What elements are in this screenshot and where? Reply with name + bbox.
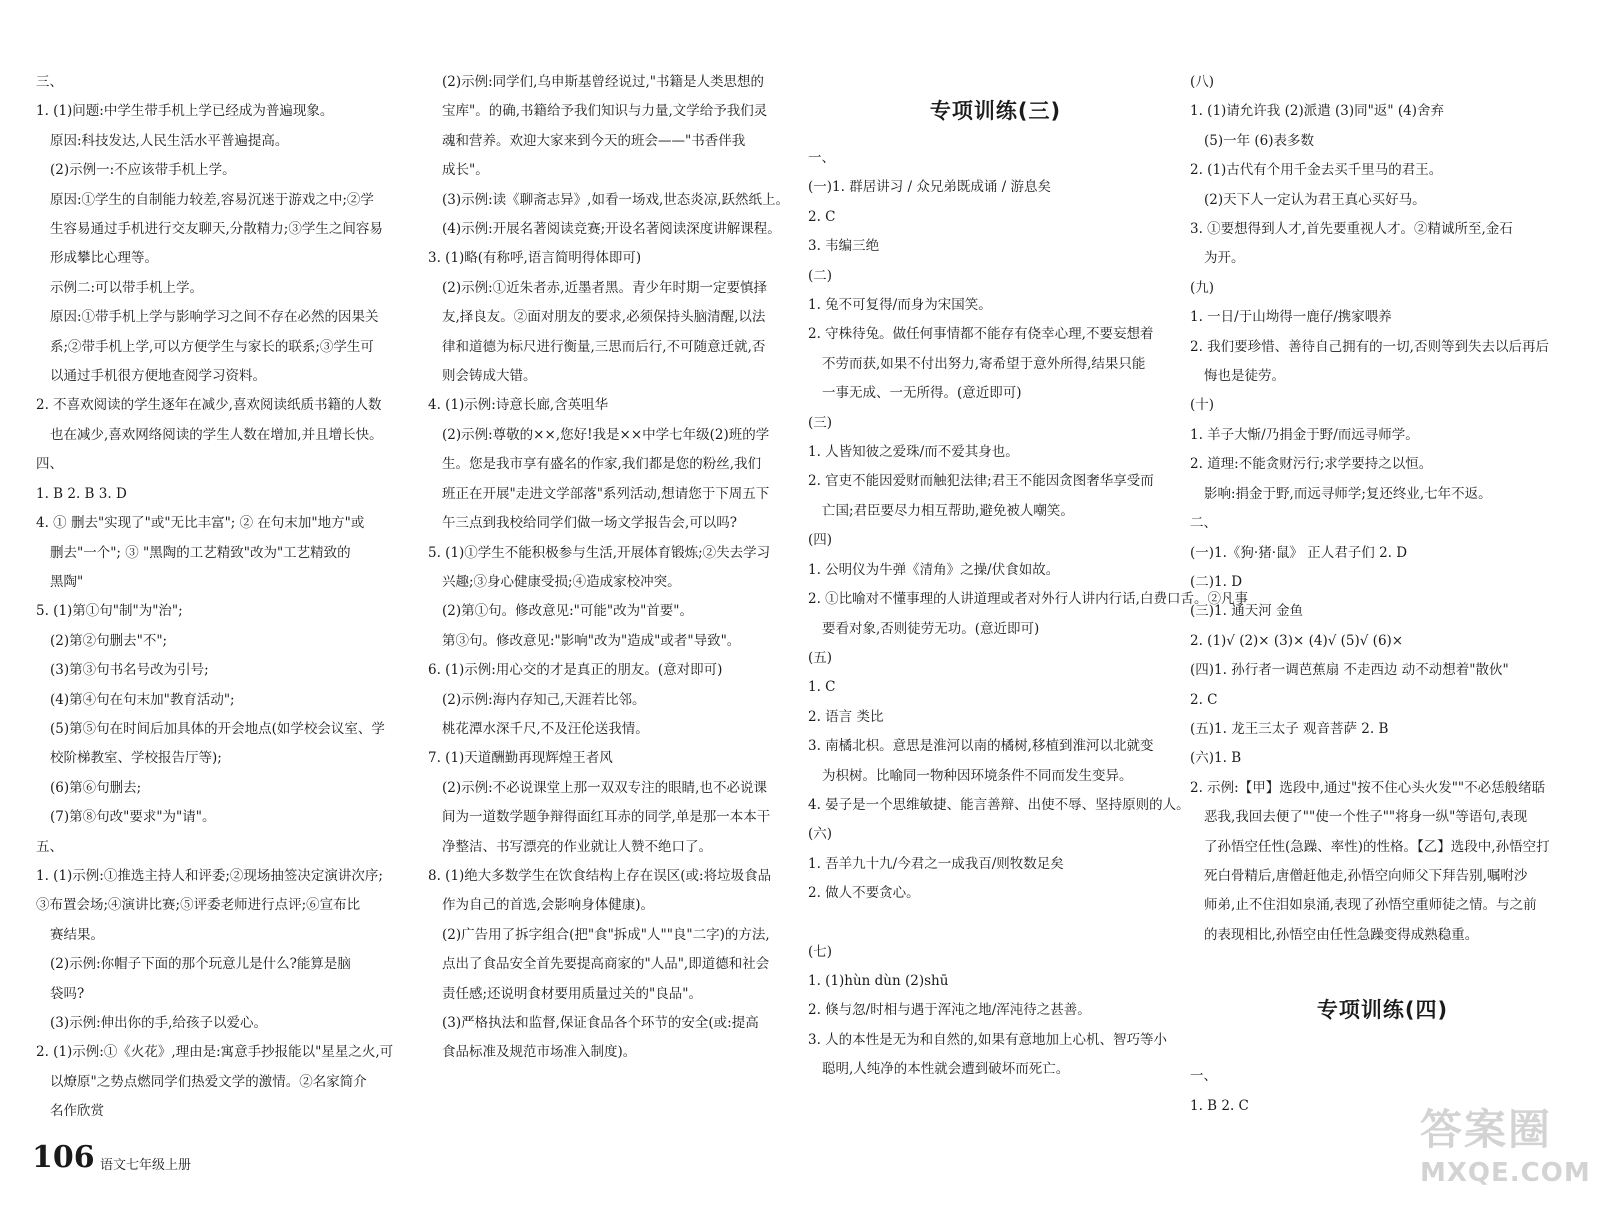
answer-line: 的表现相比,孙悟空由任性急躁变得成熟稳重。 [1204,926,1479,943]
answer-line: 2. 官吏不能因爱财而触犯法律;君王不能因贪图奢华享受而 [808,473,1154,490]
answer-line: (2)第①句。修改意见:"可能"改为"首要"。 [442,603,694,620]
answer-line: 3. (1)略(有称呼,语言简明得体即可) [428,250,642,267]
answer-line: 间为一道数学题争辩得面红耳赤的同学,单是那一本本干 [442,809,771,826]
answer-line: 魂和营养。欢迎大家来到今天的班会——"书香伴我 [442,132,746,149]
answer-line: 7. (1)天道酬勤再现辉煌王者风 [428,750,613,767]
answer-line: (3)严格执法和监督,保证食品各个环节的安全(或:提高 [442,1015,759,1031]
answer-line: 宝库"。的确,书籍给予我们知识与力量,文学给予我们灵 [442,103,768,120]
answer-line: 5. (1)①学生不能积极参与生活,开展体育锻炼;②失去学习 [428,544,771,561]
answer-line: 形成攀比心理等。 [50,250,158,267]
answer-line: (2)示例:尊敬的××,您好!我是××中学七年级(2)班的学 [442,426,770,443]
answer-line: 第③句。修改意见:"影响"改为"造成"或者"导致"。 [442,632,741,649]
answer-line: 系;②带手机上学,可以方便学生与家长的联系;③学生可 [50,338,374,355]
answer-line: 1. B 2. C [1190,1097,1249,1114]
answer-line: 要看对象,否则徒劳无功。(意近即可) [822,620,1040,637]
answer-line: 四、 [36,456,63,473]
book-label: 语文七年级上册 [100,1158,192,1173]
answer-line: (2)天下人一定认为君王真心买好马。 [1204,191,1426,208]
answer-line: 二、 [1190,515,1217,532]
answer-line: 名作欣赏 [50,1103,104,1120]
answer-line: 不劳而获,如果不付出努力,寄希望于意外所得,结果只能 [822,355,1146,372]
answer-line: (2)示例:同学们,乌申斯基曾经说过,"书籍是人类思想的 [442,74,764,90]
answer-line: 作为自己的首选,会影响身体健康)。 [442,897,655,914]
answer-line: 2. (1)√ (2)× (3)× (4)√ (5)√ (6)× [1190,632,1404,649]
section-title-3: 专项训练(三) [929,99,1062,123]
answer-line: (一)1.《狗·猪·鼠》 正人君子们 2. D [1190,544,1408,561]
answer-line: (2)示例:不必说课堂上那一双双专注的眼睛,也不必说课 [442,779,767,796]
answer-line: 师弟,止不住泪如泉涌,表现了孙悟空重师徒之情。与之前 [1204,897,1537,914]
answer-line: 1. B 2. B 3. D [36,485,127,502]
column-1 [36,68,421,1127]
answer-line: (3)示例:读《聊斋志异》,如看一场戏,世态炎凉,跃然纸上。 [442,191,790,208]
answer-line: 生容易通过手机进行交友聊天,分散精力;③学生之间容易 [50,221,383,238]
answer-line: 三、 [36,74,63,90]
answer-line: 原因:①学生的自制能力较差,容易沉迷于游戏之中;②学 [50,191,374,208]
answer-line: 黑陶" [50,573,84,590]
answer-line: (6)第⑥句删去; [50,779,142,796]
answer-line: (3)示例:伸出你的手,给孩子以爱心。 [50,1015,267,1031]
answer-line: 2. 不喜欢阅读的学生逐年在减少,喜欢阅读纸质书籍的人数 [36,397,382,414]
answer-line: 2. C [808,208,836,225]
answer-line: 一、 [808,150,835,166]
column-4-body [1190,68,1575,950]
answer-line: (2)广告用了拆字组合(把"食"拆成"人""良"二字)的方法, [442,926,770,943]
answer-line: (五)1. 龙王三太子 观音菩萨 2. B [1190,720,1389,737]
answer-line: 则会铸成大错。 [442,368,537,385]
answer-line: 1. (1)请允许我 (2)派遣 (3)同"返" (4)舍弃 [1190,103,1444,120]
answer-line: (二)1. D [1190,573,1243,590]
answer-line: 2. 我们要珍惜、善待自己拥有的一切,否则等到失去以后再后 [1190,338,1549,355]
answer-line: 2. 做人不要贪心。 [808,885,920,902]
answer-line: 为开。 [1204,250,1245,267]
answer-line: (3)第③句书名号改为引号; [50,662,209,679]
answer-line: 五、 [36,838,63,855]
answer-line: (三)1. 通天河 金鱼 [1190,603,1303,620]
section-title-4: 专项训练(四) [1316,998,1449,1023]
answer-line: 示例二:可以带手机上学。 [50,279,204,296]
answer-line: 也在减少,喜欢网络阅读的学生人数在增加,并且增长快。 [50,426,383,443]
answer-line: (2)示例:海内存知己,天涯若比邻。 [442,691,646,708]
answer-line: 2. 语言 类比 [808,708,884,725]
answer-line: (九) [1190,279,1215,296]
answer-line: (2)示例一:不应该带手机上学。 [50,162,236,179]
answer-line: 1. 一日/于山坳得一鹿仔/携家喂养 [1190,309,1392,326]
answer-line: 5. (1)第①句"制"为"治"; [36,603,183,620]
answer-line: 聪明,人纯净的本性就会遭到破坏而死亡。 [822,1061,1070,1078]
answer-line: 校阶梯教室、学校报告厅等); [50,750,222,767]
answer-line: 班正在开展"走进文学部落"系列活动,想请您于下周五下 [442,485,770,502]
answer-line: 2. 倏与忽/时相与遇于浑沌之地/浑沌待之甚善。 [808,1002,1091,1019]
page-number: 106 [32,1140,95,1175]
answer-line: 2. 道理:不能贪财污行;求学要持之以恒。 [1190,456,1433,473]
answer-line: (4)第④句在句末加"教育活动"; [50,691,235,708]
answer-line: 一事无成、一无所得。(意近即可) [822,385,1022,402]
answer-line: 死白骨精后,唐僧赶他走,孙悟空向师父下拜告别,嘱咐沙 [1204,867,1528,884]
answer-line: 删去"一个"; ③ "黑陶的工艺精致"改为"工艺精致的 [50,544,351,561]
answer-line: 1. 吾羊九十九/今君之一成我百/则牧数足矣 [808,855,1064,872]
answer-line: 责任感;还说明食材要用质量过关的"良品"。 [442,985,702,1002]
answer-line: (三) [808,414,833,431]
answer-line: 律和道德为标尺进行衡量,三思而后行,不可随意迁就,否 [442,338,766,355]
answer-line: 4. (1)示例:诗意长廊,含英咀华 [428,397,609,414]
answer-line: (5)第⑤句在时间后加具体的开会地点(如学校会议室、学 [50,720,385,737]
answer-line: 1. 公明仪为牛弹《清角》之操/伏食如故。 [808,561,1060,578]
answer-line: (2)示例:①近朱者赤,近墨者黑。青少年时期一定要慎择 [442,279,767,296]
answer-line: 8. (1)绝大多数学生在饮食结构上存在误区(或:将垃圾食品 [428,867,772,884]
answer-line: 1. (1)问题:中学生带手机上学已经成为普遍现象。 [36,103,334,120]
answer-line: ③布置会场;④演讲比赛;⑤评委老师进行点评;⑥宣布比 [36,897,361,914]
answer-line: 1. 羊子大惭/乃捐金于野/而远寻师学。 [1190,426,1419,443]
answer-line: 影响:捐金于野,而远寻师学;复还终业,七年不返。 [1204,485,1492,502]
answer-line: 4. ① 删去"实现了"或"无比丰富"; ② 在句末加"地方"或 [36,515,365,532]
answer-line: 原因:①带手机上学与影响学习之间不存在必然的因果关 [50,309,379,326]
answer-line: (四) [808,532,833,549]
answer-line: 赛结果。 [50,926,104,943]
answer-line: (十) [1190,397,1215,414]
answer-line: 4. 晏子是一个思维敏捷、能言善辩、出使不辱、坚持原则的人。 [808,796,1190,813]
answer-line: 袋吗? [50,985,85,1002]
answer-line: (八) [1190,74,1215,90]
answer-line: 一、 [1190,1068,1217,1085]
answer-line: 以通过手机很方便地查阅学习资料。 [50,368,266,385]
answer-line: 成长"。 [442,162,489,179]
answer-line: 1. (1)hùn dùn (2)shū [808,972,949,989]
answer-line: 了孙悟空任性(急躁、率性)的性格。【乙】选段中,孙悟空打 [1204,838,1550,855]
answer-line: 悔也是徒劳。 [1204,368,1285,385]
answer-line: 1. (1)示例:①推选主持人和评委;②现场抽签决定演讲次序; [36,867,383,884]
answer-line: 2. (1)示例:①《火花》,理由是:寓意手抄报能以"星星之火,可 [36,1044,394,1061]
answer-line: 点出了食品安全首先要提高商家的"人品",即道德和社会 [442,956,770,973]
answer-line: 原因:科技发达,人民生活水平普遍提高。 [50,132,289,149]
answer-line: (4)示例:开展名著阅读竞赛;开设名著阅读深度讲解课程。 [442,221,781,238]
answer-line: 净整洁、书写漂亮的作业就让人赞不绝口了。 [442,838,712,855]
answer-line: (一)1. 群居讲习 / 众兄弟既成诵 / 游息矣 [808,179,1051,196]
answer-line: 6. (1)示例:用心交的才是真正的朋友。(意对即可) [428,662,723,679]
answer-line: 1. 人皆知彼之爱珠/而不爱其身也。 [808,444,1019,461]
watermark [1420,1104,1591,1204]
answer-line: 以燎原"之势点燃同学们热爱文学的激情。②名家简介 [50,1073,367,1090]
answer-line: (四)1. 孙行者一调芭蕉扇 不走西边 动不动想着"散伙" [1190,662,1509,679]
answer-line: 1. C [808,679,836,696]
answer-line: (五) [808,649,833,666]
answer-line: 桃花潭水深千尺,不及汪伦送我情。 [442,720,649,737]
answer-line: 2. C [1190,691,1218,708]
answer-line: 兴趣;③身心健康受损;④造成家校冲突。 [442,573,681,590]
answer-line [808,909,1183,938]
answer-line: 友,择良友。②面对朋友的要求,必须保持头脑清醒,以法 [442,309,766,326]
answer-line: 2. 守株待兔。做任何事情都不能存有侥幸心理,不要妄想着 [808,326,1154,343]
answer-line: 恶我,我回去便了""使一个性子""将身一纵"等语句,表现 [1204,809,1528,826]
watermark-top: 答案圈 [1420,1105,1553,1154]
answer-line: 亡国;君臣要尽力相互帮助,避免被人嘲笑。 [822,502,1074,519]
answer-line: (2)示例:你帽子下面的那个玩意儿是什么?能算是脑 [50,956,351,973]
answer-line: (二) [808,267,833,284]
answer-line: (2)第②句删去"不"; [50,632,168,649]
answer-line: 3. 韦编三绝 [808,238,880,255]
answer-line: 3. 南橘北枳。意思是淮河以南的橘树,移植到淮河以北就变 [808,738,1154,755]
answer-line: 为枳树。比喻同一物种因环境条件不同而发生变异。 [822,767,1133,784]
watermark-bottom: MXQE.COM [1420,1158,1591,1188]
answer-line: (六)1. B [1190,750,1242,767]
answer-line: (六) [808,826,833,843]
answer-line: (7)第⑧句改"要求"为"请"。 [50,809,216,826]
answer-line: 3. 人的本性是无为和自然的,如果有意地加上心机、智巧等小 [808,1031,1167,1048]
column-2 [428,68,813,1068]
answer-line: 食品标准及规范市场准入制度)。 [442,1044,637,1061]
answer-line: (七) [808,943,833,960]
answer-line: 2. (1)古代有个用千金去买千里马的君王。 [1190,162,1443,179]
answer-line: 生。您是我市享有盛名的作家,我们都是您的粉丝,我们 [442,456,762,473]
answer-line: 1. 兔不可复得/而身为宋国笑。 [808,297,992,314]
column-4 [1190,68,1575,1121]
answer-line: 2. 示例:【甲】选段中,通过"按不住心头火发""不必恁般绪聒 [1190,779,1546,796]
answer-line: 2. ①比喻对不懂事理的人讲道理或者对外行人讲内行话,白费口舌。②凡事 [808,591,1248,608]
answer-line: 3. ①要想得到人才,首先要重视人才。②精诚所至,金石 [1190,221,1513,238]
answer-line: 午三点到我校给同学们做一场文学报告会,可以吗? [442,515,738,532]
answer-line: (5)一年 (6)表多数 [1204,132,1315,149]
